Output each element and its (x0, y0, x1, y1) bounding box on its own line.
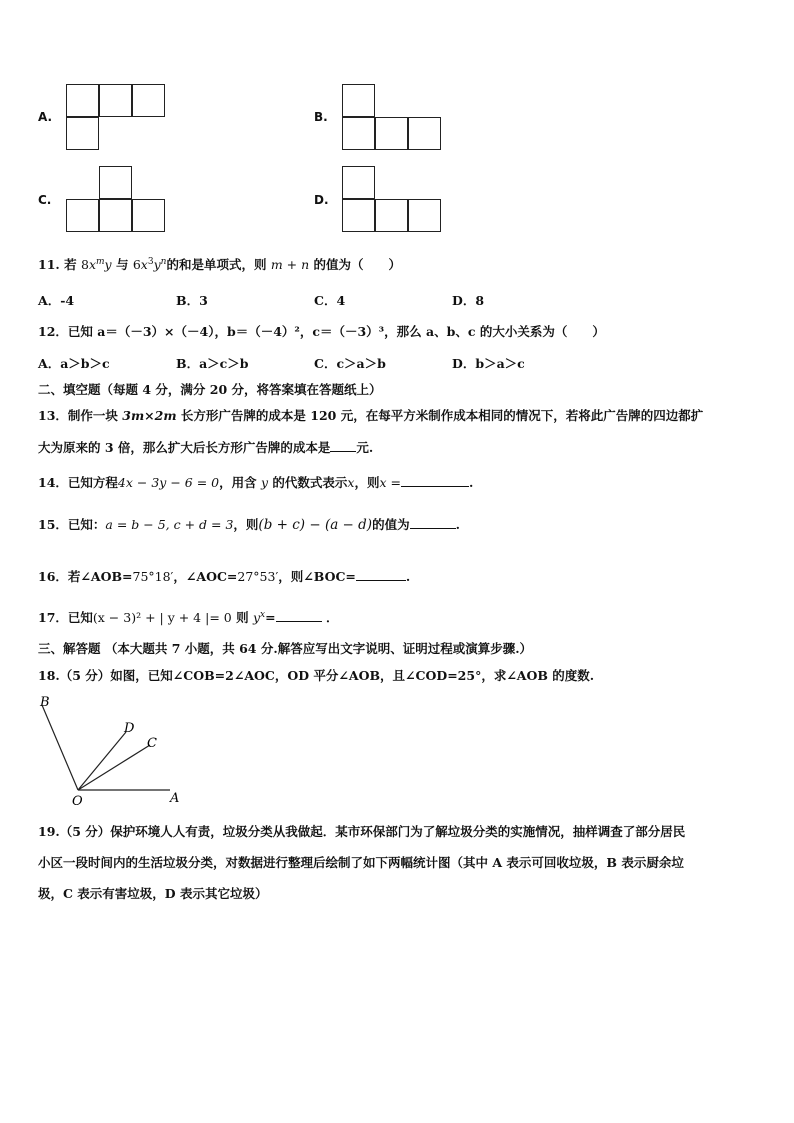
section-3-heading: 三、解答题 （本大题共 7 小题，共 64 分.解答应写出文字说明、证明过程或演算步骤.） (38, 641, 533, 656)
q15-answer-blank[interactable] (410, 515, 456, 529)
question-19-line3: 圾，C 表示有害垃圾，D 表示其它垃圾） (38, 886, 268, 901)
q17-text-b: 则 (236, 610, 249, 625)
question-18: 18.（5 分）如图，已知∠COB=2∠AOC，OD 平分∠AOB，且∠COD=25°，求∠AOB 的度数. (38, 668, 595, 683)
q13-size: 3m×2m (122, 408, 177, 423)
net-square (375, 199, 408, 232)
question-11 (38, 255, 401, 273)
net-square (99, 84, 132, 117)
q13-text-a: 13．制作一块 (38, 408, 123, 423)
q11-t2-var: x (140, 257, 148, 272)
question-19-line2: 小区一段时间内的生活垃圾分类，对数据进行整理后绘制了如下两幅统计图（其中 A 表示可回收垃圾，B 表示厨余垃 (38, 855, 684, 870)
net-square (99, 166, 132, 199)
q13-text-c: 长方形广告牌的成本是 120 元，在每平方米制作成本相同的情况下，若将此广告牌的四边都扩 (176, 408, 704, 423)
q17-base: y (252, 610, 261, 625)
net-square (342, 199, 375, 232)
q17-text-c: = (265, 610, 276, 625)
question-16 (38, 567, 410, 585)
q11-mid: 与 (115, 257, 129, 272)
q15-text-c: 的值为 (372, 517, 410, 532)
net-square (66, 84, 99, 117)
label-b: B (40, 695, 50, 710)
q14-text-c: 的代数式表示 (272, 475, 348, 490)
q15-text-d: . (455, 517, 460, 532)
label-c: C (147, 736, 157, 751)
q16-answer-blank[interactable] (356, 567, 406, 581)
q14-var-x: x (347, 475, 355, 490)
q11-t1-coef: 8 (80, 257, 89, 272)
q12-choice-c: C．c＞a＞b (314, 356, 386, 371)
q11-choice-b: B．3 (176, 293, 208, 308)
q17-text-a: 17．已知 (38, 610, 93, 625)
option-c-label: C. (38, 193, 52, 207)
q16-text-c: ，则∠BOC= (278, 569, 356, 584)
q17-power (253, 610, 265, 625)
net-square (66, 199, 99, 232)
q17-answer-blank[interactable] (276, 608, 322, 622)
q14-answer-blank[interactable] (401, 473, 469, 487)
q14-text-e: . (468, 475, 474, 490)
q14-var-y: y (260, 475, 269, 490)
q11-t1-exp: m (96, 256, 105, 267)
q11-tail: 的值为（ ） (313, 257, 402, 272)
label-a: A (170, 791, 180, 806)
q15-text-b: ，则 (233, 517, 259, 532)
q16-angle-aoc: 27°53′ (237, 569, 279, 584)
q15-text-a: 15．已知： (38, 517, 106, 532)
ray-oc (78, 745, 150, 790)
q13-answer-blank[interactable] (330, 438, 356, 452)
q11-choice-c: C．4 (314, 293, 346, 308)
net-square (66, 117, 99, 150)
q11-expr: m + n (270, 257, 310, 272)
q11-pre: 若 (64, 257, 77, 272)
q12-choice-a: A．a＞b＞c (38, 356, 110, 371)
q14-lhs: x = (379, 475, 401, 490)
q13-text-d: 大为原来的 3 倍，那么扩大后长方形广告牌的成本是 (38, 440, 331, 455)
q11-term2 (133, 257, 167, 272)
net-square (132, 84, 165, 117)
q14-text-d: ，则 (354, 475, 380, 490)
q11-t1-var2: y (104, 257, 112, 272)
q13-text-e: 元. (356, 440, 374, 455)
option-d-label: D. (314, 193, 329, 207)
question-13-line2 (38, 438, 373, 456)
net-square (408, 199, 441, 232)
q11-choice-d: D．8 (452, 293, 485, 308)
q16-angle-aob: 75°18′ (132, 569, 174, 584)
question-17 (38, 608, 338, 626)
question-13-line1 (38, 406, 703, 424)
net-square (408, 117, 441, 150)
q16-text-d: . (405, 569, 411, 584)
q14-text-b: ，用含 (219, 475, 257, 490)
ray-od (78, 732, 126, 790)
q16-text-a: 16．若∠AOB= (38, 569, 133, 584)
q14-text-a: 14．已知方程 (38, 475, 118, 490)
q11-term1 (81, 257, 112, 272)
net-square (99, 199, 132, 232)
q12-choice-b: B．a＞c＞b (176, 356, 249, 371)
q11-post: 的和是单项式，则 (166, 257, 267, 272)
angle-figure (30, 690, 200, 810)
q17-text-d: ． (325, 610, 339, 625)
net-square (342, 117, 375, 150)
option-a-label: A. (38, 110, 53, 124)
net-square (132, 199, 165, 232)
q11-choice-a: A．-4 (38, 293, 75, 308)
q14-equation: 4x − 3y − 6 = 0 (117, 475, 220, 490)
net-square (342, 166, 375, 199)
question-15 (38, 515, 460, 533)
q17-equation: (x − 3)² + | y + 4 |= 0 (92, 610, 232, 625)
question-19-line1: 19.（5 分）保护环境人人有责，垃圾分类从我做起．某市环保部门为了解垃圾分类的实施情况，抽样调查了部分居民 (38, 824, 686, 839)
q16-text-b: ，∠AOC= (173, 569, 238, 584)
ray-ob (42, 705, 78, 790)
section-2-heading: 二、填空题（每题 4 分，满分 20 分，将答案填在答题纸上） (38, 382, 382, 397)
q11-t2-exp: 3 (147, 256, 154, 267)
label-d: D (124, 721, 135, 736)
q17-exp: x (260, 609, 266, 620)
q11-t2-var2: y (153, 257, 161, 272)
question-14 (38, 473, 473, 491)
q15-expression: (b + c) − (a − d) (258, 517, 373, 533)
option-b-label: B. (314, 110, 328, 124)
label-o: O (72, 794, 83, 809)
net-square (342, 84, 375, 117)
question-12: 12．已知 a＝（－3）×（－4），b＝（－4）²，c＝（－3）³，那么 a、b、c 的大小关系为（ ） (38, 324, 605, 339)
q11-t1-var: x (88, 257, 96, 272)
q12-choice-d: D．b＞a＞c (452, 356, 525, 371)
q11-t2-coef: 6 (132, 257, 141, 272)
q11-t2-exp2: n (160, 256, 167, 267)
q15-given: a = b − 5, c + d = 3 (105, 517, 234, 532)
net-square (375, 117, 408, 150)
q11-number: 11. (38, 257, 60, 272)
